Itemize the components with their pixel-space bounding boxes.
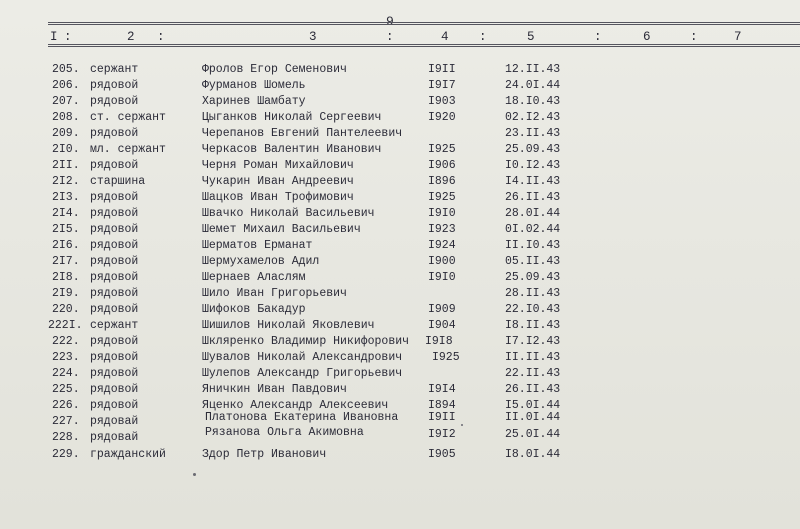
row-date: II.I0.43 — [505, 239, 561, 252]
header-bottom-rule — [48, 44, 800, 47]
header-top-rule — [48, 22, 800, 25]
table-row — [0, 350, 800, 366]
row-date: 24.0I.44 — [505, 79, 561, 92]
header-col-7: 7 — [734, 30, 742, 44]
row-rank: рядовай — [90, 415, 139, 428]
row-date: II.II.43 — [505, 351, 561, 364]
row-name: Фролов Егор Семенович — [202, 63, 347, 76]
row-year: I920 — [428, 111, 456, 124]
row-rank: рядовой — [90, 239, 139, 252]
row-number: 2I3. — [52, 191, 80, 204]
ink-speck — [461, 424, 463, 426]
row-date: 22.II.43 — [505, 367, 561, 380]
row-rank: рядовой — [90, 271, 139, 284]
row-name: Черкасов Валентин Иванович — [202, 143, 382, 156]
row-rank: рядовой — [90, 367, 139, 380]
row-rank: гражданский — [90, 448, 166, 461]
row-number: 226. — [52, 399, 80, 412]
row-number: 225. — [52, 383, 80, 396]
table-row — [0, 270, 800, 286]
table-row — [0, 238, 800, 254]
row-number: 220. — [52, 303, 80, 316]
row-date: 26.II.43 — [505, 383, 561, 396]
table-row — [0, 126, 800, 142]
row-number: 2II. — [52, 159, 80, 172]
row-date: 12.II.43 — [505, 63, 561, 76]
table-row — [0, 78, 800, 94]
row-year: I9I8 — [425, 335, 453, 348]
row-date: 0I.02.44 — [505, 223, 561, 236]
row-rank: рядовай — [90, 431, 139, 444]
row-date: 25.09.43 — [505, 143, 561, 156]
row-date: 02.I2.43 — [505, 111, 561, 124]
row-rank: сержант — [90, 63, 139, 76]
header-col-4: 4 — [441, 30, 449, 44]
table-row — [0, 398, 800, 414]
table-row — [0, 411, 800, 430]
column-header-row — [0, 30, 800, 44]
row-date: 28.II.43 — [505, 287, 561, 300]
row-name: Шермухамелов Адил — [202, 255, 320, 268]
header-sep: : — [690, 30, 698, 44]
table-row — [0, 62, 800, 78]
row-name: Шемет Михаил Васильевич — [202, 223, 361, 236]
row-rank: рядовой — [90, 335, 139, 348]
row-year: I906 — [428, 159, 456, 172]
row-date: 25.0I.44 — [505, 428, 561, 441]
header-col-3: 3 — [309, 30, 317, 44]
row-number: 209. — [52, 127, 80, 140]
row-name: Шернаев Аласлям — [202, 271, 306, 284]
row-rank: сержант — [90, 319, 139, 332]
row-name: Фурманов Шомель — [202, 79, 306, 92]
row-name: Цыганков Николай Сергеевич — [202, 111, 382, 124]
row-rank: рядовой — [90, 383, 139, 396]
row-date: I8.II.43 — [505, 319, 561, 332]
row-year: I925 — [432, 351, 460, 364]
row-year: I9II — [428, 411, 456, 424]
row-date: 22.I0.43 — [505, 303, 561, 316]
header-col-6: 6 — [643, 30, 651, 44]
row-number: 2I7. — [52, 255, 80, 268]
row-date: I7.I2.43 — [505, 335, 561, 348]
row-number: 206. — [52, 79, 80, 92]
row-number: 2I9. — [52, 287, 80, 300]
table-row — [0, 110, 800, 126]
row-date: 05.II.43 — [505, 255, 561, 268]
table-row — [0, 447, 800, 463]
row-year: I9I0 — [428, 207, 456, 220]
row-year: I9II — [428, 63, 456, 76]
row-number: 228. — [52, 431, 80, 444]
row-year: I924 — [428, 239, 456, 252]
row-number: 208. — [52, 111, 80, 124]
header-sep: : — [64, 30, 72, 44]
row-year: I9I4 — [428, 383, 456, 396]
table-row — [0, 302, 800, 318]
row-date: 23.II.43 — [505, 127, 561, 140]
row-rank: рядовой — [90, 255, 139, 268]
row-rank: старшина — [90, 175, 146, 188]
header-col-2: 2 — [127, 30, 135, 44]
row-name: Шацков Иван Трофимович — [202, 191, 354, 204]
row-date: 28.0I.44 — [505, 207, 561, 220]
row-rank: мл. сержант — [90, 143, 166, 156]
row-name: Чукарин Иван Андреевич — [202, 175, 354, 188]
header-sep: : — [386, 30, 394, 44]
row-number: 205. — [52, 63, 80, 76]
row-number: 2I8. — [52, 271, 80, 284]
table-row — [0, 286, 800, 302]
row-rank: рядовой — [90, 399, 139, 412]
row-name: Здор Петр Иванович — [202, 448, 327, 461]
table-row — [0, 382, 800, 398]
row-date: I0.I2.43 — [505, 159, 561, 172]
header-sep: : — [157, 30, 165, 44]
row-year: I900 — [428, 255, 456, 268]
row-rank: рядовой — [90, 287, 139, 300]
table-row — [0, 94, 800, 110]
row-number: 222. — [52, 335, 80, 348]
row-year: I896 — [428, 175, 456, 188]
table-row — [0, 426, 800, 446]
row-number: 229. — [52, 448, 80, 461]
header-sep: : — [594, 30, 602, 44]
row-name: Шифоков Бакадур — [202, 303, 306, 316]
row-name: Шило Иван Григорьевич — [202, 287, 347, 300]
row-year: I905 — [428, 448, 456, 461]
table-row — [0, 334, 800, 350]
row-year: I925 — [428, 191, 456, 204]
row-year: I9I2 — [428, 428, 456, 441]
row-year: I9I0 — [428, 271, 456, 284]
row-name: Шкляренко Владимир Никифорович — [202, 335, 410, 348]
row-year: I925 — [428, 143, 456, 156]
row-year: I894 — [428, 399, 456, 412]
row-number: 2I2. — [52, 175, 80, 188]
row-number: 2I6. — [52, 239, 80, 252]
row-year: I904 — [428, 319, 456, 332]
table-row — [0, 254, 800, 270]
row-date: I5.0I.44 — [505, 399, 561, 412]
row-name: Швачко Николай Васильевич — [202, 207, 375, 220]
row-rank: рядовой — [90, 303, 139, 316]
page-number: 9 — [386, 14, 395, 29]
table-row — [0, 206, 800, 222]
row-year: I923 — [428, 223, 456, 236]
row-number: 223. — [52, 351, 80, 364]
row-name: Шерматов Ерманат — [202, 239, 313, 252]
row-rank: рядовой — [90, 95, 139, 108]
row-number: 2I4. — [52, 207, 80, 220]
row-rank: рядовой — [90, 191, 139, 204]
row-name: Шулепов Александр Григорьевич — [202, 367, 403, 380]
row-name: Шишилов Николай Яковлевич — [202, 319, 375, 332]
row-name: Харинев Шамбату — [202, 95, 306, 108]
table-row — [0, 366, 800, 382]
header-col-5: 5 — [527, 30, 535, 44]
row-name: Яценко Александр Алексеевич — [202, 399, 389, 412]
row-date: I8.0I.44 — [505, 448, 561, 461]
row-rank: рядовой — [90, 159, 139, 172]
row-year: I9I7 — [428, 79, 456, 92]
row-date: 26.II.43 — [505, 191, 561, 204]
row-name: Платонова Екатерина Ивановна — [205, 411, 399, 424]
row-rank: рядовой — [90, 351, 139, 364]
row-date: 18.I0.43 — [505, 95, 561, 108]
row-date: 25.09.43 — [505, 271, 561, 284]
row-number: 2I5. — [52, 223, 80, 236]
row-date: II.0I.44 — [505, 411, 561, 424]
row-rank: ст. сержант — [90, 111, 166, 124]
row-rank: рядовой — [90, 207, 139, 220]
row-number: 222I. — [48, 319, 83, 332]
header-col-1: I — [50, 30, 58, 44]
table-row — [0, 158, 800, 174]
row-number: 227. — [52, 415, 80, 428]
ink-speck — [193, 473, 196, 476]
table-row — [0, 174, 800, 190]
table-row — [0, 142, 800, 158]
header-sep: : — [479, 30, 487, 44]
row-name: Рязанова Ольга Акимовна — [205, 426, 364, 439]
row-rank: рядовой — [90, 223, 139, 236]
row-rank: рядовой — [90, 79, 139, 92]
row-number: 2I0. — [52, 143, 80, 156]
row-number: 224. — [52, 367, 80, 380]
row-year: I903 — [428, 95, 456, 108]
row-name: Черепанов Евгений Пантелеевич — [202, 127, 403, 140]
table-row — [0, 222, 800, 238]
row-year: I909 — [428, 303, 456, 316]
row-name: Черня Роман Михайлович — [202, 159, 354, 172]
row-date: I4.II.43 — [505, 175, 561, 188]
row-rank: рядовой — [90, 127, 139, 140]
row-number: 207. — [52, 95, 80, 108]
row-name: Яничкин Иван Павдович — [202, 383, 347, 396]
row-name: Шувалов Николай Александрович — [202, 351, 403, 364]
table-row — [0, 190, 800, 206]
table-row — [0, 318, 800, 334]
